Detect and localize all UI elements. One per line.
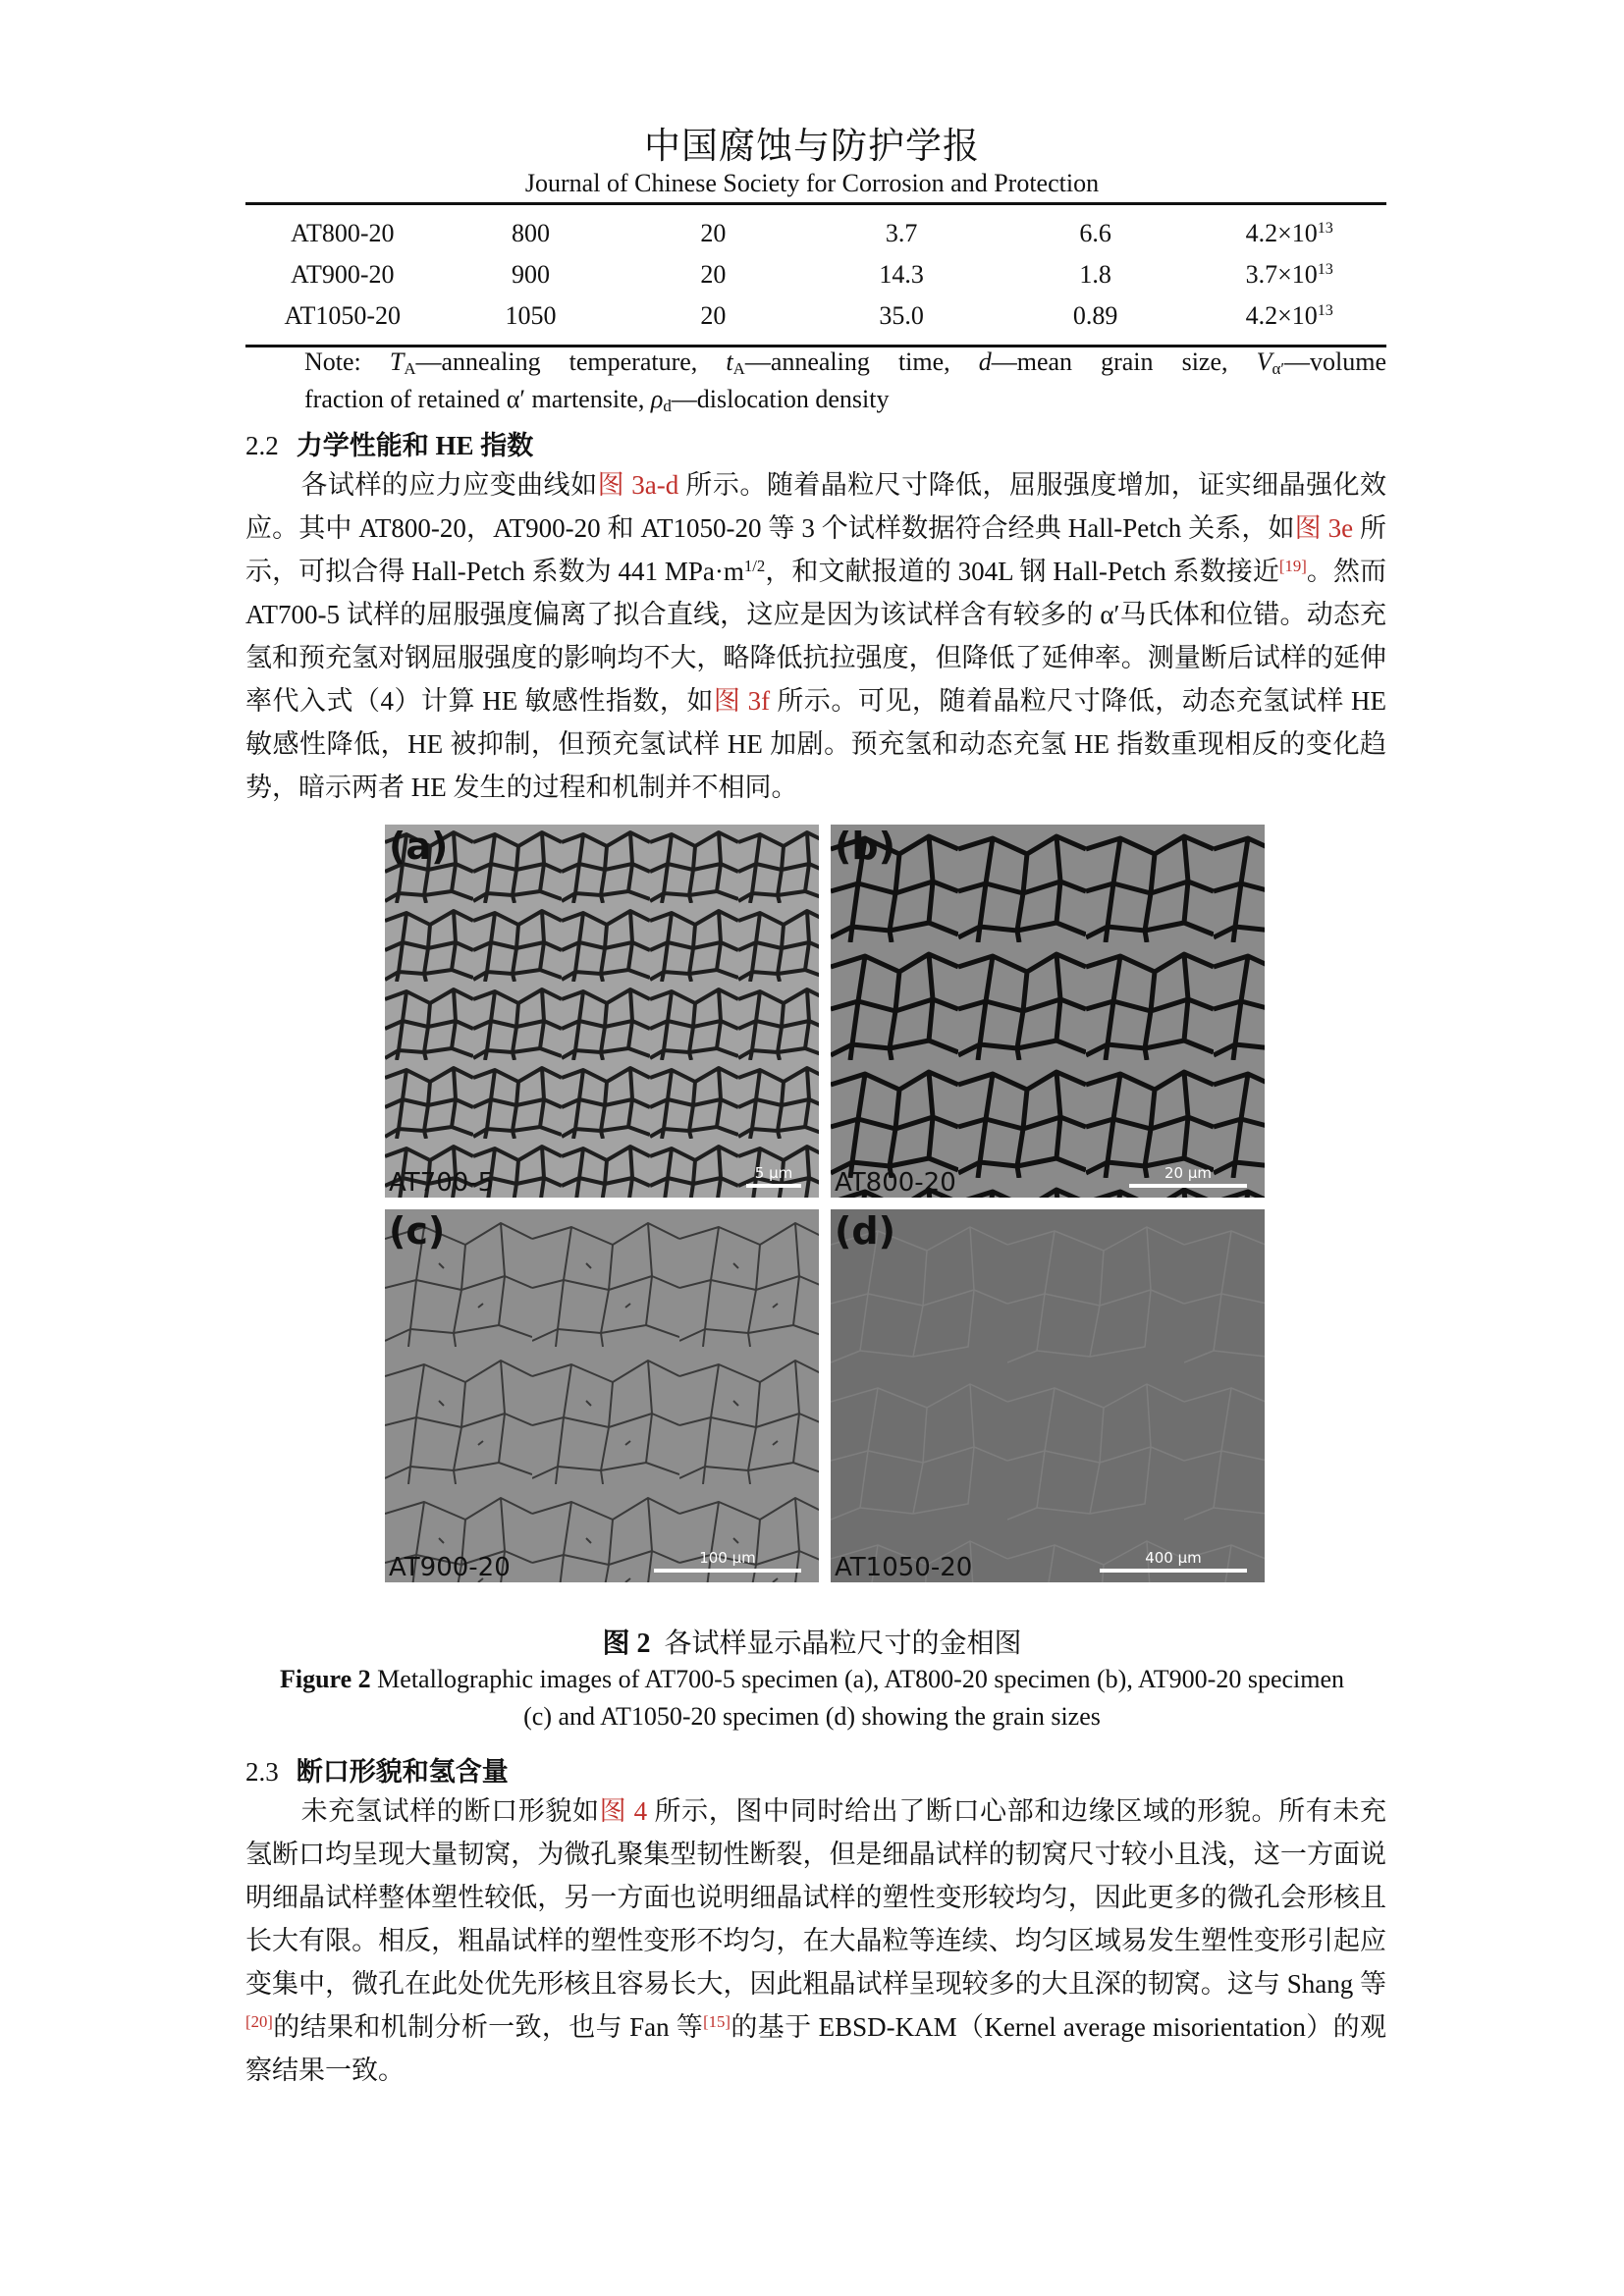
panel-label: (d) (835, 1209, 895, 1253)
figure-link[interactable]: 图 3f (713, 686, 771, 716)
note-v-text: —volume (1284, 347, 1387, 376)
section-heading-2-3 (245, 1750, 509, 1789)
scale-bar (1129, 1164, 1247, 1188)
micrograph-image-a (385, 825, 819, 1198)
figure-link[interactable]: 图 3a-d (597, 470, 679, 500)
table-note (304, 344, 1386, 418)
rho-base: 4.2×10 (1245, 219, 1318, 247)
note-d-text: —mean grain size, (991, 347, 1257, 376)
table-cell (1192, 204, 1386, 255)
table-row (245, 295, 1386, 347)
scale-bar (654, 1549, 801, 1573)
note-line2-text: fraction of retained α′ martensite, (304, 385, 651, 413)
scale-bar-label: 20 μm (1164, 1164, 1212, 1182)
caption-text: Metallographic images of AT700-5 specimen (a), AT800-20 specimen (b), AT900-20 specimen (c) and AT1050-20 specimen (d) showing the grain sizes (370, 1665, 1345, 1731)
text-run: ，和文献报道的 304L 钢 Hall-Petch 系数接近 (765, 557, 1279, 586)
table-cell: 20 (622, 295, 804, 347)
table-cell: 3.7 (804, 204, 999, 255)
note-t-symbol: t (726, 347, 733, 376)
table-cell: 20 (622, 204, 804, 255)
micrograph-image-b (831, 825, 1265, 1198)
table-cell: 20 (700, 260, 727, 289)
text-run: 的结果和机制分析一致，也与 Fan 等 (272, 2012, 704, 2042)
table-cell: AT900-20 (291, 260, 395, 289)
panel-label: (c) (389, 1209, 446, 1253)
scale-bar (746, 1164, 801, 1188)
rho-exponent: 13 (1317, 220, 1333, 238)
note-t-sub: A (732, 359, 745, 379)
scale-bar (1100, 1549, 1247, 1573)
table-cell (1192, 254, 1386, 295)
table-cell: AT800-20 (245, 204, 440, 255)
journal-title-cn: 中国腐蚀与防护学报 (644, 127, 980, 167)
table-cell: AT1050-20 (245, 295, 440, 347)
panel-label: (b) (835, 825, 895, 868)
note-rho-text: —dislocation density (671, 385, 890, 413)
table-cell: 900 (511, 260, 550, 289)
note-line-1 (304, 344, 1386, 381)
journal-title-en: Journal of Chinese Society for Corrosion and Protection (524, 169, 1100, 197)
note-ta-sub: A (404, 359, 416, 379)
note-ta-text: —annealing temperature, (415, 347, 727, 376)
note-prefix: Note: (304, 347, 390, 376)
table-cell: 14.3 (879, 260, 924, 289)
note-d-symbol: d (978, 347, 992, 376)
micrograph-panel-c (385, 1209, 819, 1582)
caption-text: 各试样显示晶粒尺寸的金相图 (664, 1629, 1022, 1659)
note-rho-symbol: ρ (650, 385, 664, 413)
section-title: 力学性能和 HE 指数 (296, 431, 534, 460)
grain-data-table (245, 202, 1386, 347)
panel-label: (a) (389, 825, 449, 868)
rho-exponent: 13 (1317, 302, 1333, 320)
table-cell: 1050 (440, 295, 623, 347)
micrograph-image-d (831, 1209, 1265, 1582)
specimen-name: AT700-5 (389, 1168, 495, 1198)
text-run: 所示。随着晶粒尺寸降低，屈服强度增加，证实细晶强化效应。其中 AT800-20，AT900-20 和 AT1050-20 等 3 个试样数据符合经典 Hall-Petch 关系，如 (245, 470, 1387, 543)
specimen-name: AT800-20 (835, 1168, 956, 1198)
section-heading-2-2 (245, 424, 533, 462)
figure-link[interactable]: 图 3e (1294, 513, 1354, 543)
figure-link[interactable]: 图 4 (599, 1796, 648, 1826)
rho-base: 3.7×10 (1245, 260, 1318, 289)
caption-number: Figure 2 (279, 1665, 371, 1693)
micrograph-image-c (385, 1209, 819, 1582)
micrograph-panel-d (831, 1209, 1265, 1582)
note-v-symbol: V (1256, 347, 1272, 376)
note-line-2 (304, 381, 1386, 418)
specimen-name: AT900-20 (389, 1553, 511, 1582)
rho-base: 4.2×10 (1245, 301, 1318, 330)
text-run: 。然而 AT700-5 试样的屈服强度偏离了拟合直线，这应是因为该试样含有较多的 α′马氏体和位错。动态充氢和预充氢对钢屈服强度的影响均不大，略降低抗拉强度，但降低了延伸率。测量断后试样的延伸率代入式（4）计算 HE 敏感性指数，如 (245, 557, 1387, 716)
text-run: 所示。可见，随着晶粒尺寸降低，动态充氢试样 HE 敏感性降低，HE 被抑制，但预充氢试样 HE 加剧。预充氢和动态充氢 HE 指数重现相反的变化趋势，暗示两者 HE 发生的过程和机制并不相同。 (245, 686, 1386, 802)
note-v-sub: α′ (1272, 359, 1285, 379)
specimen-name: AT1050-20 (835, 1553, 973, 1582)
citation-link[interactable]: [15] (703, 2011, 731, 2031)
note-rho-sub: d (663, 397, 672, 416)
table-row (245, 204, 1386, 255)
section-number: 2.3 (245, 1757, 279, 1787)
citation-link[interactable]: [20] (245, 2011, 273, 2031)
table-cell: 6.6 (999, 204, 1193, 255)
section-number: 2.2 (245, 431, 279, 460)
figure-2 (385, 825, 1265, 1590)
table-cell: 0.89 (999, 295, 1193, 347)
figure-caption-en (265, 1661, 1359, 1735)
rho-exponent: 13 (1317, 261, 1333, 279)
table-cell: 35.0 (804, 295, 999, 347)
scale-bar-label: 100 μm (699, 1549, 756, 1567)
scale-bar-label: 5 μm (754, 1164, 793, 1182)
text-run: 所示，可拟合得 Hall-Petch 系数为 441 MPa·m (245, 513, 1387, 586)
scale-bar-label: 400 μm (1145, 1549, 1202, 1567)
table-cell: 1.8 (1079, 260, 1111, 289)
section-title: 断口形貌和氢含量 (296, 1757, 509, 1787)
text-run: 未充氢试样的断口形貌如 (300, 1796, 600, 1826)
caption-number: 图 2 (602, 1629, 651, 1659)
text-run: 所示，图中同时给出了断口心部和边缘区域的形貌。所有未充氢断口均呈现大量韧窝，为微孔聚集型韧性断裂，但是细晶试样的韧窝尺寸较小且浅，这一方面说明细晶试样整体塑性较低，另一方面也说明细晶试样的塑性变形较均匀，因此更多的微孔会形核且长大有限。相反，粗晶试样的塑性变形不均匀，在大晶粒等连续、均匀区域易发生塑性变形引起应变集中，微孔在此处优先形核且容易长大，因此粗晶试样呈现较多的大且深的韧窝。这与 Shang 等 (245, 1796, 1387, 1999)
note-t-text: —annealing time, (744, 347, 979, 376)
table-row (245, 254, 1386, 295)
micrograph-panel-a (385, 825, 819, 1198)
table-cell (1192, 295, 1386, 347)
figure-caption-cn (0, 1622, 1624, 1661)
paragraph-2-3 (245, 1789, 1386, 2092)
text-run: 的基于 EBSD-KAM（Kernel average misorientation）的观察结果一致。 (245, 2012, 1387, 2085)
paragraph-2-2 (245, 463, 1386, 809)
table-cell: 800 (440, 204, 623, 255)
citation-link[interactable]: [19] (1278, 556, 1307, 575)
exponent: 1/2 (743, 556, 766, 575)
text-run: 各试样的应力应变曲线如 (300, 470, 598, 500)
micrograph-panel-b (831, 825, 1265, 1198)
note-ta-symbol: T (389, 347, 405, 376)
